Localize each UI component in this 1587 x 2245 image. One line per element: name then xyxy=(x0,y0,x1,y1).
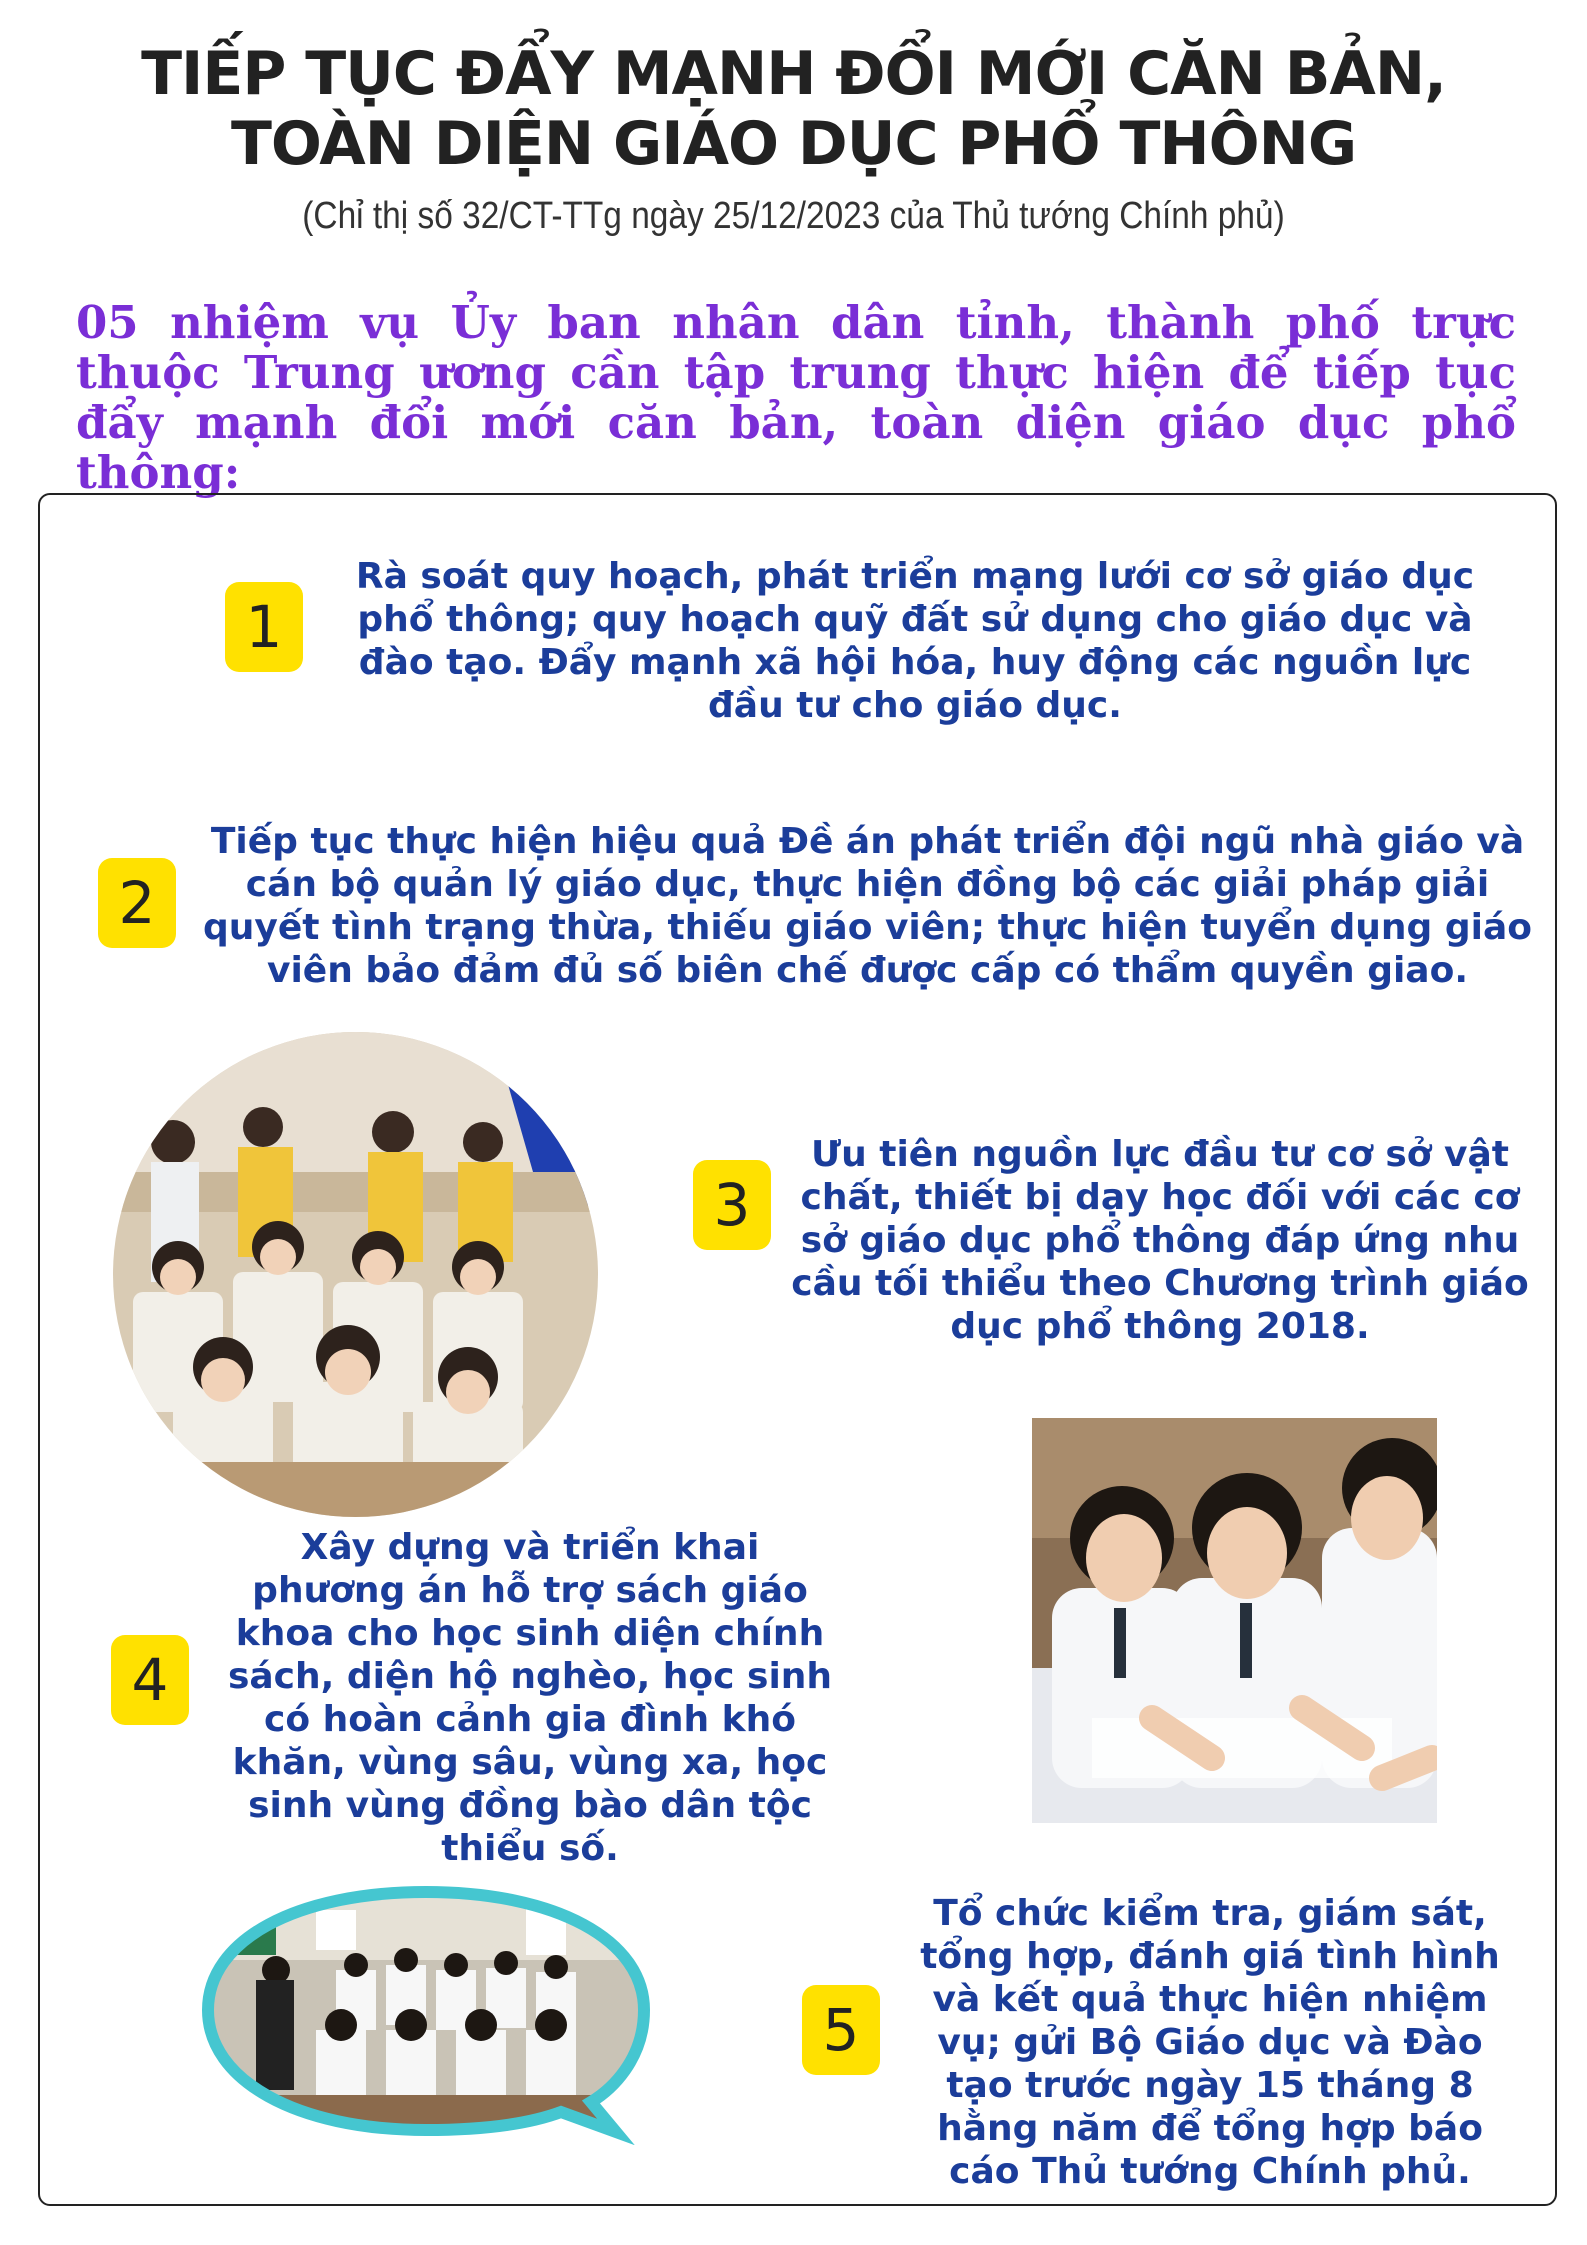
task-3-text: Ưu tiên nguồn lực đầu tư cơ sở vật chất, thiết bị dạy học đối với các cơ sở giáo dục phổ thông đáp ứng nhu cầu tối thiểu theo Chương trình giáo dục phổ thông 2018. xyxy=(791,1134,1529,1347)
task-3-number-badge: 3 xyxy=(693,1160,771,1250)
task-2-text: Tiếp tục thực hiện hiệu quả Đề án phát triển đội ngũ nhà giáo và cán bộ quản lý giáo dục, thực hiện đồng bộ các giải pháp giải quyết tình trạng thừa, thiếu giáo viên; thực hiện tuyển dụng giáo viên bảo đảm đủ số biên chế được cấp có thẩm quyền giao. xyxy=(203,821,1532,991)
task-1-text: Rà soát quy hoạch, phát triển mạng lưới cơ sở giáo dục phổ thông; quy hoạch quỹ đất sử dụng cho giáo dục và đào tạo. Đẩy mạnh xã hội hóa, huy động các nguồn lực đầu tư cho giáo dục. xyxy=(355,556,1475,726)
page-title-line-2: TOÀN DIỆN GIÁO DỤC PHỔ THÔNG xyxy=(230,109,1357,179)
task-5-number-badge: 5 xyxy=(802,1985,880,2075)
page-title-line-1: TIẾP TỤC ĐẨY MẠNH ĐỔI MỚI CĂN BẢN, xyxy=(141,39,1446,109)
task-2-number-badge: 2 xyxy=(98,858,176,948)
classroom-photo-circle xyxy=(113,1032,598,1517)
task-4-text: Xây dựng và triển khai phương án hỗ trợ sách giáo khoa cho học sinh diện chính sách, diện hộ nghèo, học sinh có hoàn cảnh gia đình khó khăn, vùng sâu, vùng xa, học sinh vùng đồng bào dân tộc thiểu số. xyxy=(227,1527,833,1869)
task-1-number-badge: 1 xyxy=(225,582,303,672)
page-subtitle: (Chỉ thị số 32/CT-TTg ngày 25/12/2023 của Thủ tướng Chính phủ) xyxy=(302,195,1285,237)
task-5-text: Tổ chức kiểm tra, giám sát, tổng hợp, đánh giá tình hình và kết quả thực hiện nhiệm vụ; gửi Bộ Giáo dục và Đào tạo trước ngày 15 tháng 8 hằng năm để tổng hợp báo cáo Thủ tướng Chính phủ. xyxy=(920,1893,1500,2192)
students-studying-photo xyxy=(1032,1418,1437,1823)
intro-paragraph: 05 nhiệm vụ Ủy ban nhân dân tỉnh, thành phố trực thuộc Trung ương cần tập trung thực hiện để tiếp tục đẩy mạnh đổi mới căn bản, toàn diện giáo dục phổ thông: xyxy=(76,296,1516,499)
task-4-number-badge: 4 xyxy=(111,1635,189,1725)
classroom-speech-bubble-photo xyxy=(196,1880,656,2145)
